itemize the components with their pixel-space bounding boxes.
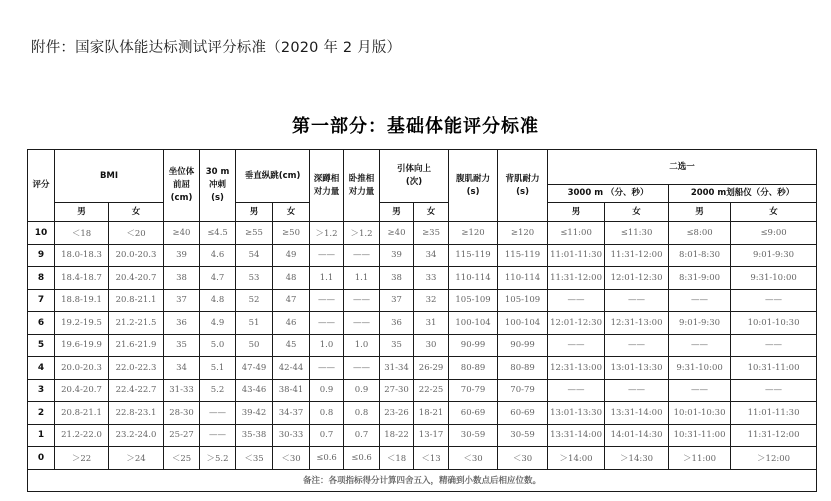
- cell-pu-m: 36: [380, 312, 414, 335]
- cell-w-f: ——: [731, 289, 817, 312]
- cell-bmi-m: 21.2-22.0: [55, 424, 109, 447]
- cell-pu-f: 34: [414, 244, 449, 267]
- cell-vj-f: 48: [273, 267, 310, 290]
- cell-r-m: ＞14:00: [548, 447, 605, 470]
- cell-score: 9: [28, 244, 55, 267]
- cell-back: 90-99: [498, 334, 548, 357]
- cell-bench: ——: [344, 289, 380, 312]
- cell-pu-f: 18-21: [414, 402, 449, 425]
- header-bench-l2: 对力量: [348, 186, 375, 197]
- cell-pu-m: 37: [380, 289, 414, 312]
- cell-pu-f: 13-17: [414, 424, 449, 447]
- cell-sprint: 4.7: [200, 267, 236, 290]
- cell-sprint: ＞5.2: [200, 447, 236, 470]
- cell-r-f: 14:01-14:30: [605, 424, 669, 447]
- header-sprint-l3: (s): [211, 193, 224, 203]
- cell-w-m: 8:01-8:30: [669, 244, 731, 267]
- cell-bmi-f: 20.0-20.3: [109, 244, 164, 267]
- cell-w-m: ——: [669, 334, 731, 357]
- cell-bmi-m: 20.8-21.1: [55, 402, 109, 425]
- cell-score: 1: [28, 424, 55, 447]
- cell-w-m: ——: [669, 289, 731, 312]
- cell-bmi-m: ＜18: [55, 222, 109, 245]
- cell-pu-f: 33: [414, 267, 449, 290]
- cell-pu-f: ＜13: [414, 447, 449, 470]
- header-score: 评分: [28, 150, 55, 222]
- cell-bmi-m: 19.6-19.9: [55, 334, 109, 357]
- cell-bench: 0.9: [344, 379, 380, 402]
- cell-r-m: ——: [548, 379, 605, 402]
- header-bmi-female: 女: [109, 203, 164, 222]
- cell-bmi-m: 18.8-19.1: [55, 289, 109, 312]
- cell-bmi-f: 22.0-22.3: [109, 357, 164, 380]
- header-squat: [310, 150, 344, 222]
- cell-vj-f: 45: [273, 334, 310, 357]
- header-row-2000: 2000 m划船仪（分、秒）: [669, 185, 817, 203]
- cell-squat: ——: [310, 244, 344, 267]
- cell-back: 30-59: [498, 424, 548, 447]
- cell-w-m: 10:31-11:00: [669, 424, 731, 447]
- cell-bmi-m: 20.4-20.7: [55, 379, 109, 402]
- cell-pu-m: 35: [380, 334, 414, 357]
- cell-pu-m: 27-30: [380, 379, 414, 402]
- cell-pu-m: 39: [380, 244, 414, 267]
- header-back-l1: 背肌耐力: [505, 173, 540, 184]
- table-body: [28, 222, 817, 470]
- cell-squat: ——: [310, 312, 344, 335]
- cell-bmi-m: 19.2-19.5: [55, 312, 109, 335]
- cell-w-f: ——: [731, 334, 817, 357]
- header-sit-reach: [164, 150, 200, 222]
- cell-w-f: 10:31-11:00: [731, 357, 817, 380]
- cell-squat: 1.1: [310, 267, 344, 290]
- header-row-male: 男: [669, 203, 731, 222]
- cell-vj-m: ＜35: [236, 447, 273, 470]
- cell-back: 115-119: [498, 244, 548, 267]
- cell-vj-m: ≥55: [236, 222, 273, 245]
- cell-sprint: 5.1: [200, 357, 236, 380]
- cell-sit: 37: [164, 289, 200, 312]
- cell-r-f: ——: [605, 379, 669, 402]
- cell-sit: 34: [164, 357, 200, 380]
- header-sit-reach-l1: 坐位体: [168, 167, 195, 177]
- cell-bench: 0.7: [344, 424, 380, 447]
- cell-abs: 105-109: [449, 289, 498, 312]
- cell-vj-f: 49: [273, 244, 310, 267]
- header-row-female: 女: [731, 203, 817, 222]
- header-pullup-l1: 引体向上: [397, 164, 432, 174]
- table-row: [28, 222, 817, 245]
- cell-bench: ——: [344, 312, 380, 335]
- table-row: [28, 447, 817, 470]
- cell-vj-f: 34-37: [273, 402, 310, 425]
- header-pullup-female: 女: [414, 203, 449, 222]
- cell-back: 80-89: [498, 357, 548, 380]
- cell-bench: ≤0.6: [344, 447, 380, 470]
- cell-sprint: 5.0: [200, 334, 236, 357]
- cell-bmi-f: 20.4-20.7: [109, 267, 164, 290]
- cell-bmi-f: ＜20: [109, 222, 164, 245]
- cell-r-f: ≤11:30: [605, 222, 669, 245]
- cell-sit: 39: [164, 244, 200, 267]
- cell-vj-f: 47: [273, 289, 310, 312]
- cell-bench: ——: [344, 244, 380, 267]
- cell-abs: 110-114: [449, 267, 498, 290]
- cell-pu-f: 30: [414, 334, 449, 357]
- header-squat-l1: 深蹲相: [313, 173, 340, 184]
- cell-squat: ＞1.2: [310, 222, 344, 245]
- cell-r-f: ——: [605, 334, 669, 357]
- cell-vj-f: 46: [273, 312, 310, 335]
- cell-w-f: ≤9:00: [731, 222, 817, 245]
- cell-r-f: 13:31-14:00: [605, 402, 669, 425]
- cell-back: 60-69: [498, 402, 548, 425]
- cell-pu-f: ≥35: [414, 222, 449, 245]
- cell-w-f: ＞12:00: [731, 447, 817, 470]
- cell-w-m: 8:31-9:00: [669, 267, 731, 290]
- cell-vj-m: 43-46: [236, 379, 273, 402]
- cell-r-m: 12:01-12:30: [548, 312, 605, 335]
- cell-vj-m: 35-38: [236, 424, 273, 447]
- cell-w-f: 11:31-12:00: [731, 424, 817, 447]
- cell-vj-m: 53: [236, 267, 273, 290]
- table-row: [28, 379, 817, 402]
- cell-w-m: ＞11:00: [669, 447, 731, 470]
- header-pullup-l2: (次): [405, 177, 423, 187]
- cell-abs: 70-79: [449, 379, 498, 402]
- section-title: 第一部分：基础体能评分标准: [292, 116, 539, 137]
- cell-w-f: 9:01-9:30: [731, 244, 817, 267]
- cell-bmi-f: 23.2-24.0: [109, 424, 164, 447]
- header-bmi-male: 男: [55, 203, 109, 222]
- cell-squat: 0.9: [310, 379, 344, 402]
- cell-r-m: ——: [548, 289, 605, 312]
- cell-r-m: ≤11:00: [548, 222, 605, 245]
- header-vj-male: 男: [236, 203, 273, 222]
- cell-abs: 115-119: [449, 244, 498, 267]
- header-run-male: 男: [548, 203, 605, 222]
- cell-sit: 28-30: [164, 402, 200, 425]
- header-vj-female: 女: [273, 203, 310, 222]
- cell-sit: ≥40: [164, 222, 200, 245]
- header-run-3000: 3000 m （分、秒）: [548, 185, 669, 203]
- cell-r-f: ＞14:30: [605, 447, 669, 470]
- cell-vj-m: 54: [236, 244, 273, 267]
- header-run-female: 女: [605, 203, 669, 222]
- cell-vj-m: 39-42: [236, 402, 273, 425]
- cell-vj-f: ≥50: [273, 222, 310, 245]
- cell-sprint: 5.2: [200, 379, 236, 402]
- header-back-l2: (s): [516, 186, 529, 197]
- cell-pu-f: 26-29: [414, 357, 449, 380]
- table-row: [28, 357, 817, 380]
- cell-w-m: 9:01-9:30: [669, 312, 731, 335]
- table-note: 备注：各项指标得分计算四舍五入，精确到小数点后相应位数。: [28, 469, 817, 492]
- cell-r-f: 11:31-12:00: [605, 244, 669, 267]
- cell-sit: 25-27: [164, 424, 200, 447]
- header-abs-l2: (s): [466, 186, 480, 197]
- attachment-title: 附件：国家队体能达标测试评分标准（2020 年 2 月版）: [31, 40, 402, 56]
- cell-w-m: 10:01-10:30: [669, 402, 731, 425]
- cell-bench: ——: [344, 357, 380, 380]
- cell-back: 105-109: [498, 289, 548, 312]
- header-abs: [449, 150, 498, 222]
- header-sprint-l2: 冲刺: [209, 180, 227, 190]
- cell-bench: 0.8: [344, 402, 380, 425]
- cell-vj-m: 47-49: [236, 357, 273, 380]
- cell-pu-m: 38: [380, 267, 414, 290]
- cell-w-f: ——: [731, 379, 817, 402]
- cell-vj-f: 42-44: [273, 357, 310, 380]
- cell-abs: ＜30: [449, 447, 498, 470]
- header-bmi: BMI: [55, 150, 164, 203]
- cell-score: 3: [28, 379, 55, 402]
- cell-vj-m: 50: [236, 334, 273, 357]
- table-row: [28, 424, 817, 447]
- cell-r-m: 13:01-13:30: [548, 402, 605, 425]
- cell-r-f: ——: [605, 289, 669, 312]
- cell-abs: ≥120: [449, 222, 498, 245]
- cell-r-m: 11:01-11:30: [548, 244, 605, 267]
- cell-sprint: ≤4.5: [200, 222, 236, 245]
- cell-back: ＜30: [498, 447, 548, 470]
- cell-sprint: ——: [200, 424, 236, 447]
- cell-bmi-m: 18.0-18.3: [55, 244, 109, 267]
- cell-w-m: 9:31-10:00: [669, 357, 731, 380]
- cell-bmi-m: 20.0-20.3: [55, 357, 109, 380]
- cell-back: ≥120: [498, 222, 548, 245]
- table-row: [28, 402, 817, 425]
- cell-vj-f: 38-41: [273, 379, 310, 402]
- cell-pu-m: ≥40: [380, 222, 414, 245]
- cell-squat: 1.0: [310, 334, 344, 357]
- cell-pu-m: 31-34: [380, 357, 414, 380]
- cell-bmi-f: 21.6-21.9: [109, 334, 164, 357]
- cell-bmi-m: ＞22: [55, 447, 109, 470]
- cell-r-m: ——: [548, 334, 605, 357]
- header-sit-reach-l2: 前屈: [173, 180, 191, 190]
- header-bench: [344, 150, 380, 222]
- cell-back: 100-104: [498, 312, 548, 335]
- cell-vj-m: 52: [236, 289, 273, 312]
- cell-score: 6: [28, 312, 55, 335]
- cell-bench: ＞1.2: [344, 222, 380, 245]
- cell-bench: 1.0: [344, 334, 380, 357]
- header-sprint-l1: 30 m: [205, 167, 230, 177]
- cell-pu-m: 23-26: [380, 402, 414, 425]
- header-pullup: [380, 150, 449, 203]
- header-sprint: [200, 150, 236, 222]
- table-row: [28, 312, 817, 335]
- cell-bmi-f: ＞24: [109, 447, 164, 470]
- cell-pu-f: 22-25: [414, 379, 449, 402]
- cell-abs: 60-69: [449, 402, 498, 425]
- cell-pu-m: 18-22: [380, 424, 414, 447]
- cell-r-m: 12:31-13:00: [548, 357, 605, 380]
- cell-r-f: 12:31-13:00: [605, 312, 669, 335]
- cell-w-f: 10:01-10:30: [731, 312, 817, 335]
- cell-squat: 0.8: [310, 402, 344, 425]
- cell-w-m: ≤8:00: [669, 222, 731, 245]
- header-vertical-jump: 垂直纵跳(cm): [236, 150, 310, 203]
- cell-squat: ——: [310, 357, 344, 380]
- cell-score: 10: [28, 222, 55, 245]
- header-pullup-male: 男: [380, 203, 414, 222]
- cell-vj-m: 51: [236, 312, 273, 335]
- cell-score: 2: [28, 402, 55, 425]
- cell-sprint: 4.6: [200, 244, 236, 267]
- cell-r-m: 13:31-14:00: [548, 424, 605, 447]
- header-sit-reach-l3: (cm): [170, 193, 193, 203]
- cell-r-f: 12:01-12:30: [605, 267, 669, 290]
- header-back: [498, 150, 548, 222]
- cell-abs: 30-59: [449, 424, 498, 447]
- cell-w-f: 9:31-10:00: [731, 267, 817, 290]
- cell-w-m: ——: [669, 379, 731, 402]
- cell-pu-f: 31: [414, 312, 449, 335]
- cell-abs: 80-89: [449, 357, 498, 380]
- cell-squat: ——: [310, 289, 344, 312]
- header-abs-l1: 腹肌耐力: [456, 173, 491, 184]
- cell-sprint: ——: [200, 402, 236, 425]
- header-squat-l2: 对力量: [313, 186, 340, 197]
- cell-bench: 1.1: [344, 267, 380, 290]
- cell-r-m: 11:31-12:00: [548, 267, 605, 290]
- cell-abs: 90-99: [449, 334, 498, 357]
- cell-sprint: 4.9: [200, 312, 236, 335]
- cell-vj-f: 30-33: [273, 424, 310, 447]
- cell-score: 7: [28, 289, 55, 312]
- table-row: [28, 267, 817, 290]
- cell-score: 8: [28, 267, 55, 290]
- cell-sit: 38: [164, 267, 200, 290]
- cell-score: 0: [28, 447, 55, 470]
- cell-pu-f: 32: [414, 289, 449, 312]
- cell-bmi-f: 22.8-23.1: [109, 402, 164, 425]
- header-bench-l1: 卧推相: [348, 173, 375, 184]
- cell-r-f: 13:01-13:30: [605, 357, 669, 380]
- cell-sprint: 4.8: [200, 289, 236, 312]
- cell-w-f: 11:01-11:30: [731, 402, 817, 425]
- cell-sit: 31-33: [164, 379, 200, 402]
- table-row: [28, 289, 817, 312]
- cell-vj-f: ＜30: [273, 447, 310, 470]
- table-row: [28, 244, 817, 267]
- header-choose-one: 二选一: [548, 150, 817, 185]
- cell-sit: ＜25: [164, 447, 200, 470]
- cell-back: 110-114: [498, 267, 548, 290]
- cell-bmi-m: 18.4-18.7: [55, 267, 109, 290]
- cell-sit: 35: [164, 334, 200, 357]
- table-row: [28, 334, 817, 357]
- cell-pu-m: ＜18: [380, 447, 414, 470]
- cell-sit: 36: [164, 312, 200, 335]
- cell-back: 70-79: [498, 379, 548, 402]
- cell-bmi-f: 21.2-21.5: [109, 312, 164, 335]
- cell-score: 5: [28, 334, 55, 357]
- cell-bmi-f: 22.4-22.7: [109, 379, 164, 402]
- scoring-table: [27, 149, 817, 492]
- cell-score: 4: [28, 357, 55, 380]
- cell-bmi-f: 20.8-21.1: [109, 289, 164, 312]
- cell-squat: 0.7: [310, 424, 344, 447]
- cell-squat: ≤0.6: [310, 447, 344, 470]
- cell-abs: 100-104: [449, 312, 498, 335]
